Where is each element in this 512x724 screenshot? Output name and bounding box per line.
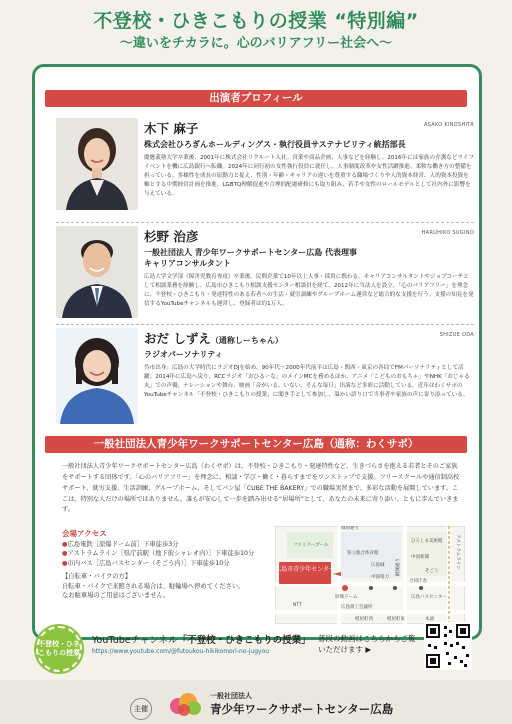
name-en: SHIZUE ODA — [439, 332, 474, 338]
access-item: ●市内バス［広島バスセンター（そごう内）］下車徒歩10分 — [62, 560, 230, 568]
org-description: 一般社団法人青少年ワークサポートセンター広島（わくサポ）は、不登校・ひきこもり・発達特性など、生きづらさを抱える若者とそのご家族をサポートする団体です。「心のバリアフリー」を理念に、相談・学び・働く・暮らすまでをワンストップで支援。フリースクールや通信制高校サポート、就労支援、生活訓練、グループホーム、そしてパン屋「CUBE THE BAKERY」での職場実習まで、多彩な活動を展開しています。ここは、特別な人だけの場所ではありません。誰もが安心して一歩を踏み出せる“居場所”として、あなたの未来に寄り添い、ともに歩んでいきます。 — [62, 463, 460, 514]
map-label: 広島バスセンター — [411, 595, 447, 600]
access-item: ●アストラムライン［県庁前駅（地下街シャレオ内）］下車徒歩10分 — [62, 550, 255, 558]
access-heading: 会場アクセス — [62, 529, 107, 538]
name — [144, 329, 283, 347]
event-title: 不登校・ひきこもりの授業 “特別編” — [93, 10, 419, 32]
role-line-2: キャリアコンサルタント — [144, 258, 231, 268]
photo-sugino — [56, 226, 138, 318]
access-info — [62, 528, 272, 601]
map-label: 鯉城通り — [396, 558, 401, 576]
bullet-icon: ● — [62, 540, 68, 548]
map-label: アストラムライン — [455, 534, 460, 570]
bullet-icon: ● — [62, 560, 68, 568]
access-item: ●広島電鉄［原爆ドーム前］下車徒歩3分 — [62, 540, 179, 548]
profile-oda — [56, 328, 474, 428]
event-subtitle: 〜違いをチカラに。心のバリアフリー社会へ〜 — [119, 36, 393, 51]
profile-sugino — [56, 226, 474, 324]
name: 木下 麻子 — [144, 121, 199, 136]
bike-heading: 【自転車・バイクの方】 — [62, 572, 132, 580]
map-label: 本通 — [425, 617, 434, 622]
name-text: おだ しずえ — [144, 331, 211, 346]
org-logo — [168, 690, 202, 718]
series-badge: 不登校・ひきこもりの授業 — [36, 626, 82, 672]
youtube-url-link[interactable]: https://www.youtube.com/@futoukou-hikikomori-no-jugyou — [92, 648, 270, 655]
parking-note: なお駐車場のご用意はございません。 — [62, 592, 170, 600]
bio: 慶應義塾大学卒業後、2001年に株式会社リクルート入社。営業や商品企画、人事などを経験し、2016年には家族の介護などライフイベントを機に広島銀行へ転職。2024年に同行初の女性執行役員に就任し、人事制度改革や女性活躍推進、柔軟な働き方の整備を担っている。多様性を成長の原動力と捉え、性別・年齢・キャリアの違いを尊重する職場づくりや人的資本経営、人的資本投資を軸とする中期経営計画を推進。LGBTQ理解促進や合理的配慮研修にも取り組み、若手や女性のロールモデルとして社内外に影響を与えている。 — [144, 154, 474, 197]
map-label: 原爆ドーム — [335, 595, 358, 600]
role: 株式会社ひろぎんホールディングス・執行役員サステナビリティ統括部長 — [144, 140, 406, 149]
map-label: ファミリープール — [293, 543, 329, 548]
map-label: 紙屋町西 — [355, 617, 373, 622]
bullet-icon: ● — [62, 550, 68, 558]
info-sugino — [144, 226, 474, 309]
org-name: 青少年ワークサポートセンター広島 — [210, 702, 394, 716]
info-oda — [144, 328, 474, 400]
venue-map — [275, 526, 465, 624]
role: ラジオパーソナリティ — [144, 350, 223, 359]
nickname: （通称しーちゃん） — [210, 336, 283, 345]
map-label: 城南通り — [341, 526, 359, 531]
qr-code[interactable] — [424, 622, 472, 670]
org-section-heading: 一般社団法人青少年ワークサポートセンター広島（通称：わくサポ） — [45, 436, 467, 453]
name-en: HARUHIKO SUGINO — [421, 230, 474, 236]
photo-oda — [56, 328, 138, 424]
map-venue-label: 広島市青少年センター — [275, 566, 335, 573]
host-label: 主催 — [130, 698, 152, 720]
role — [144, 248, 474, 270]
org-type: 一般社団法人 — [210, 692, 252, 700]
youtube-note: 普段の動画はこちらからご覧いただけます ▶ — [318, 634, 416, 654]
name: 杉野 治彦 — [144, 229, 199, 244]
profiles-section-heading: 出演者プロフィール — [45, 90, 467, 107]
map-label: そごう — [425, 569, 439, 574]
bio: 広島大学文学部（障害児教育専攻）卒業後、民間企業で10年以上人事・採用に携わる。キャリアコンサルタントやジョブコーチとして相談業務を経験し、広島市ひきこもり相談支援センター相談員を経て、2012年に当法人を設立。「心のバリアフリー」を理念に、不登校・ひきこもり・発達特性のある若者への生活・就労訓練やグループホーム運営など総合的な支援を行う。支援の知見を発信するYouTubeチャンネルも運営し、登録者は約1万人。 — [144, 273, 474, 307]
arrow-icon: ▶ — [365, 644, 372, 654]
youtube-channel-line — [92, 632, 311, 646]
youtube-channel-name: 「不登校・ひきこもりの授業」 — [177, 635, 311, 646]
map-label: 県立総合体育館 — [347, 551, 379, 556]
map-label: 合同庁舎 — [409, 579, 427, 584]
name-en: ASAKO KINOSHITA — [423, 122, 474, 128]
map-label: ひろしま美術館 — [411, 539, 443, 544]
divider — [56, 324, 474, 325]
role-line-1: 一般社団法人 青少年ワークサポートセンター広島 代表理事 — [144, 248, 358, 257]
bike-text: 自転車・バイクで来館される場合は、駐輪場へ停めてください。 — [62, 582, 245, 590]
youtube-label: YouTubeチャンネル — [92, 635, 178, 646]
map-label: 紙屋町東 — [387, 617, 405, 622]
profile-kinoshita — [56, 118, 474, 218]
info-kinoshita — [144, 118, 474, 199]
map-label: 広島商工会議所 — [341, 605, 373, 610]
map-label: 中国新聞 — [411, 555, 429, 560]
map-label: 広島城 — [371, 563, 385, 568]
map-label: 中国電力 — [371, 575, 389, 580]
map-label: NTT — [293, 603, 302, 608]
photo-kinoshita — [56, 118, 138, 210]
divider — [56, 222, 474, 223]
bio: 呉市出身。広島の大学時代にラジオDJを始め、90年代〜2000年代前半は広島・関西・東京の各局でFMパーソナリティとして活躍。2014年に広島へ戻り、RCCラジオ「おひるーな」のメインMCを務めるほか、アニメ「こどものおもちゃ」やNHK「おじゃる丸」での声優、ナレーションや舞台、映画「音がいる、いない、そんな毎日」出演など多彩に活動している。近年はわくサポのYouTubeチャンネル「不登校・ひきこもりの授業」に聞き手として参加し、温かい語り口で当事者や家族の声に寄り添っている。 — [144, 364, 470, 398]
